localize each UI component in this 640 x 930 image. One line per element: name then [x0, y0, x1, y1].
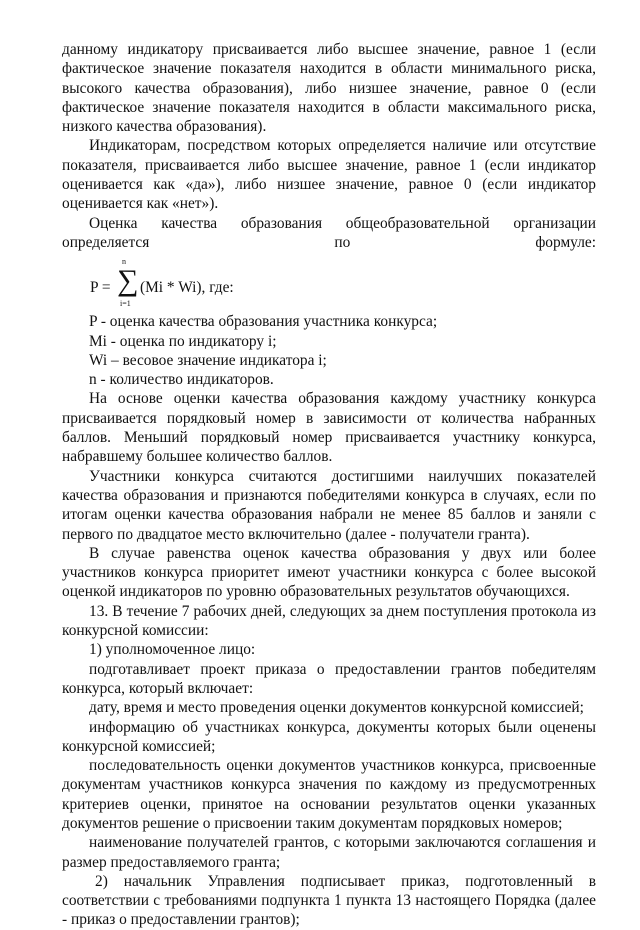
paragraph-date-time-place: дату, время и место проведения оценки документов конкурсной комиссией; — [89, 699, 584, 717]
paragraph-grant-recipients: наименование получателей грантов, с которыми заключаются соглашения и размер предоставляемого гранта; — [62, 834, 596, 871]
paragraph-ranking: На основе оценки качества образования каждому участнику конкурса присваивается порядковый номер в зависимости от количества набранных баллов. Меньший порядковый номер присваивается участнику конкурса, набравшему большее количество баллов. — [62, 390, 596, 466]
formula-lhs: P = — [90, 279, 111, 297]
paragraph-presence-indicators: Индикаторам, посредством которых определяется наличие или отсутствие показателя, присваивается либо высшее значение, равное 1 (если индикатор оценивается как «да»), либо низшее значение, равное 0 (если индикатор оценивается как «нет»). — [62, 137, 596, 213]
paragraph-head-signs-order: 2) начальник Управления подписывает приказ, подготовленный в соответствии с требованиями подпункта 1 пункта 13 настоящего Порядка (далее - приказ о предоставлении грантов); — [62, 872, 596, 929]
document-page — [62, 40, 596, 930]
paragraph-evaluation-sequence: последовательность оценки документов участников конкурса, присвоенные документам участников конкурса значения по каждому из предусмотренных критериев оценки, принятое на основании результатов оценки указанных документов решение о присвоении таким документам порядковых номеров; — [62, 757, 596, 832]
definition-n: n - количество индикаторов. — [89, 371, 274, 389]
paragraph-winners: Участники конкурса считаются достигшими наилучших показателей качества образования и признаются победителями конкурса в случаях, если по итогам оценки качества образования набрали не менее 85 баллов и заняли с первого по двадцатое место включительно (далее - получатели гранта). — [62, 467, 596, 543]
paragraph-tie-break: В случае равенства оценок качества образования у двух или более участников конкурса приоритет имеют участники конкурса с более высокой оценкой индикаторов по уровню образовательных результатов обучающихся. — [62, 544, 596, 601]
paragraph-participants-info: информацию об участниках конкурса, документы которых были оценены конкурсной комиссией; — [62, 718, 596, 755]
paragraph-formula-intro: Оценка качества образования общеобразовательной организации определяется по формуле: — [62, 214, 596, 251]
paragraph-authorized-person: 1) уполномоченное лицо: — [89, 641, 256, 659]
formula-sum-lower: i=1 — [120, 299, 131, 309]
definition-wi: Wi – весовое значение индикатора i; — [89, 351, 327, 369]
paragraph-section-13: 13. В течение 7 рабочих дней, следующих за днем поступления протокола из конкурсной комиссии: — [62, 602, 596, 640]
sum-symbol: ∑ — [117, 264, 139, 298]
formula-rhs: (Mi * Wi), где: — [140, 279, 234, 297]
formula-sum-upper: n — [122, 257, 126, 267]
definition-p: P - оценка качества образования участника конкурса; — [89, 313, 438, 331]
definition-mi: Mi - оценка по индикатору i; — [89, 332, 277, 350]
formula — [62, 256, 596, 312]
paragraph-draft-order: подготавливает проект приказа о предоставлении грантов победителям конкурса, который включает: — [62, 660, 596, 697]
paragraph-indicator-values: данному индикатору присваивается либо высшее значение, равное 1 (если фактическое значение показателя находится в области минимального риска, высокого качества образования), либо низшее значение, равное 0 (если фактическое значение показателя находится в области максимального риска, низкого качества образования). — [62, 41, 596, 136]
